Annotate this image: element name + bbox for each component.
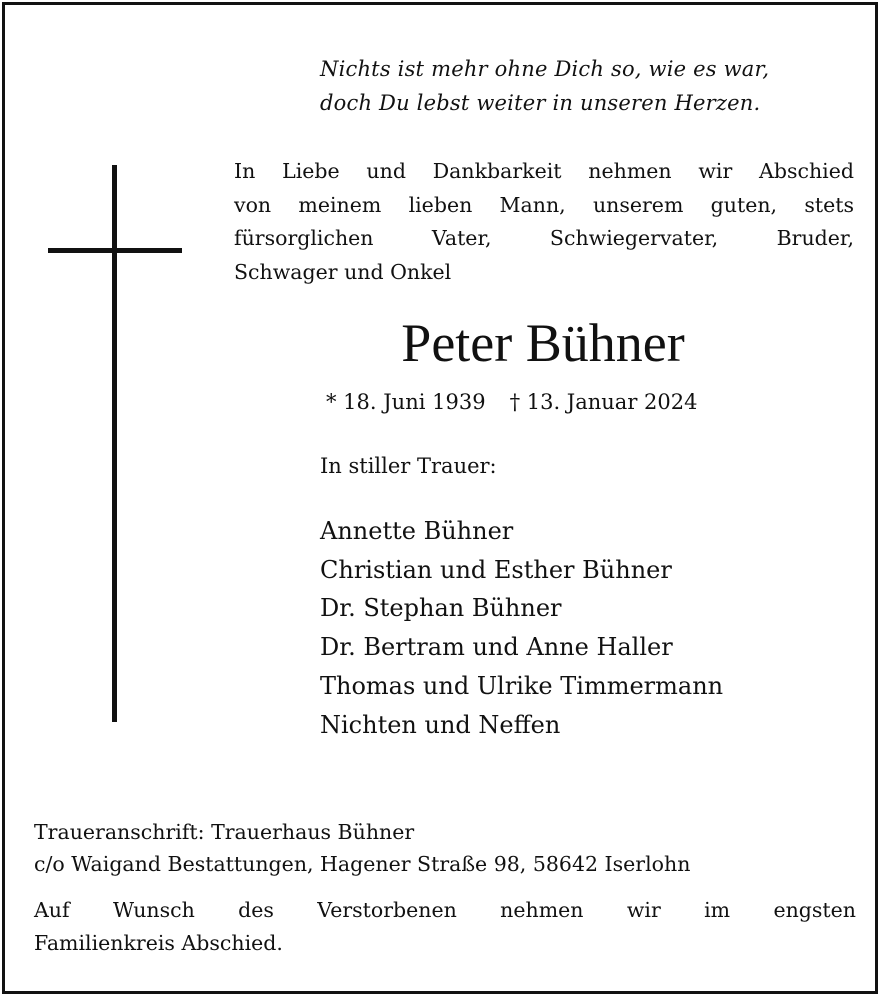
mourner-item: Annette Bühner xyxy=(320,517,514,545)
funeral-note-line-1: Auf Wunsch des Verstorbenen nehmen wir im engsten xyxy=(34,898,856,922)
address-line-2: c/o Waigand Bestattungen, Hagener Straße 98, 58642 Iserlohn xyxy=(34,852,691,876)
quote-line-2: doch Du lebst weiter in unseren Herzen. xyxy=(320,91,761,115)
quote xyxy=(320,52,769,120)
condolence-address xyxy=(34,816,690,880)
mourners-list xyxy=(320,512,723,744)
intro-text xyxy=(234,155,854,289)
mourner-item: Nichten und Neffen xyxy=(320,710,561,739)
intro-line-4: Schwager und Onkel xyxy=(234,259,452,284)
funeral-note-line-2: Familienkreis Abschied. xyxy=(34,931,283,955)
intro-line-1: In Liebe und Dankbarkeit nehmen wir Abschied xyxy=(234,159,854,183)
mourner-item: Christian und Esther Bühner xyxy=(320,555,672,584)
funeral-note xyxy=(34,894,856,960)
mourner-item: Thomas und Ulrike Timmermann xyxy=(320,671,724,700)
address-line-1: Traueranschrift: Trauerhaus Bühner xyxy=(34,820,415,844)
mourning-label: In stiller Trauer: xyxy=(320,454,497,478)
mourner-item: Dr. Stephan Bühner xyxy=(320,594,562,623)
intro-line-2: von meinem lieben Mann, unserem guten, stets xyxy=(234,192,854,217)
mourner-item: Dr. Bertram und Anne Haller xyxy=(320,633,673,662)
birth-date: * 18. Juni 1939 xyxy=(326,390,486,414)
life-dates xyxy=(326,386,697,418)
intro-line-3: fürsorglichen Vater, Schwiegervater, Bruder, xyxy=(234,226,854,250)
cross-horizontal-bar xyxy=(48,248,182,253)
death-date: † 13. Januar 2024 xyxy=(509,390,698,414)
quote-line-1: Nichts ist mehr ohne Dich so, wie es war, xyxy=(320,57,770,81)
deceased-name: Peter Bühner xyxy=(401,313,685,373)
